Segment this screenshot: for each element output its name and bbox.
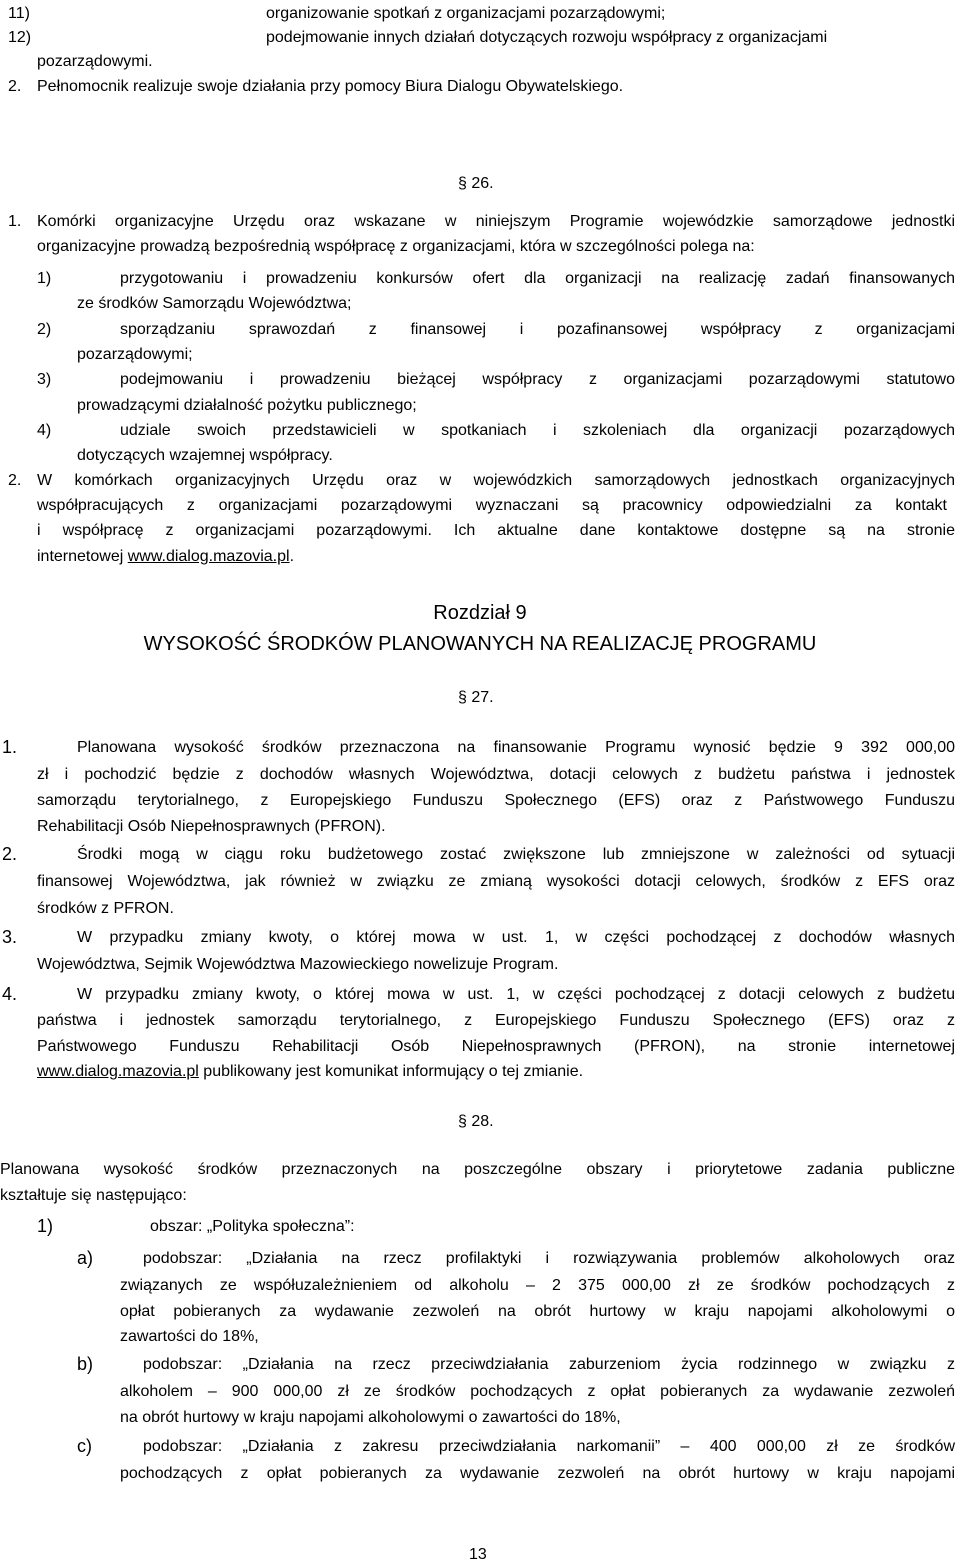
p28-area-number: 1) [37,1216,54,1236]
p27-point-1-line: samorządu terytorialnego, z Europejskiego Funduszu Społecznego (EFS) oraz z Państwowego Funduszu [37,792,955,809]
p26-item-4-line: dotyczących wzajemnej współpracy. [77,447,333,464]
item-11-text: organizowanie spotkań z organizacjami pozarządowymi; [266,5,666,22]
point-2-text: Pełnomocnik realizuje swoje działania przy pomocy Biura Dialogu Obywatelskiego. [37,78,624,95]
chapter-title: Rozdział 9 [433,602,527,624]
paragraph-27-heading [458,690,494,706]
section-symbol: § [458,1113,467,1130]
p28-subitem-b-line: na obrót hurtowy w kraju napojami alkoholowymi o zawartości do 18%, [120,1409,621,1426]
p26-item-4-number: 4) [37,422,52,439]
p27-point-2-line: Środki mogą w ciągu roku budżetowego zostać zwiększone lub zmniejszone w zależności od sytuacji [77,846,955,863]
p26-item-1-number: 1) [37,270,52,287]
p26-point-1-number: 1. [8,213,22,230]
p27-point-2-line: finansowej Województwa, jak również w związku ze zmianą wysokości dotacji celowych, środków z EFS oraz [37,873,955,890]
p28-subitem-c-line: podobszar: „Działania z zakresu przeciwdziałania narkomanii” – 400 000,00 zł ze środków [143,1438,955,1455]
item-12-continuation: pozarządowymi. [37,53,153,70]
p27-point-4-last-line [37,1064,583,1080]
p27-point-4-line: W przypadku zmiany kwoty, o której mowa w ust. 1, w części pochodzącej z dotacji celowych z budżetu [77,986,955,1003]
p27-point-4-line: państwa i jednostek samorządu terytorialnego, z Europejskiego Funduszu Społecznego (EFS) oraz z [37,1012,955,1029]
p27-point-4-number: 4. [2,984,18,1004]
p26-item-1-line: przygotowaniu i prowadzeniu konkursów ofert dla organizacji na realizację zadań finansowanych [120,270,955,287]
p26-point-2-number: 2. [8,472,22,489]
p28-subitem-c-line: pochodzących z opłat pobieranych za wydawanie zezwoleń na obrót hurtowy w kraju napojami [120,1465,955,1482]
text: internetowej [37,548,128,565]
p27-point-1-line: Rehabilitacji Osób Niepełnosprawnych (PFRON). [37,818,386,835]
dialog-website-link[interactable]: www.dialog.mazovia.pl [127,548,290,565]
chapter-subtitle: WYSOKOŚĆ ŚRODKÓW PLANOWANYCH NA REALIZACJĘ PROGRAMU [143,633,817,655]
p26-item-2-number: 2) [37,321,52,338]
p28-subitem-b-line: alkoholem – 900 000,00 zł ze środków pochodzących z opłat pobieranych za wydawanie zezwoleń [120,1383,955,1400]
p28-intro-line: Planowana wysokość środków przeznaczonych na poszczególne obszary i priorytetowe zadania publiczne [0,1161,955,1178]
point-2-number: 2. [8,78,22,95]
section-symbol: § [458,689,467,706]
p26-point-2-last-line [37,549,294,565]
p27-point-3-number: 3. [2,927,18,947]
paragraph-number: 26. [471,175,494,192]
p28-subitem-a-line: zawartości do 18%, [120,1328,259,1345]
p27-point-1-number: 1. [2,737,18,757]
p26-item-3-line: podejmowaniu i prowadzeniu bieżącej współpracy z organizacjami pozarządowymi statutowo [120,371,955,388]
item-11-number: 11) [8,5,30,22]
item-12-text: podejmowanie innych działań dotyczących rozwoju współpracy z organizacjami [266,29,828,46]
p26-item-3-number: 3) [37,371,52,388]
p28-subitem-b-letter: b) [77,1354,94,1374]
p26-point-1-line: Komórki organizacyjne Urzędu oraz wskazane w niniejszym Programie wojewódzkie samorządowe jednostki [37,213,955,230]
p26-point-2-line: W komórkach organizacyjnych Urzędu oraz w wojewódzkich samorządowych jednostkach organizacyjnych [37,472,955,489]
p26-item-2-line: sporządzaniu sprawozdań z finansowej i pozafinansowej współpracy z organizacjami [120,321,955,338]
text: . [289,548,295,565]
p28-area-text: obszar: „Polityka społeczna”: [150,1218,355,1235]
p27-point-2-number: 2. [2,844,18,864]
paragraph-26-heading [458,176,494,192]
p28-intro-line: kształtuje się następująco: [0,1187,187,1204]
p26-item-3-line: prowadzącymi działalność pożytku publicznego; [77,397,417,414]
page-number: 13 [469,1546,487,1563]
text: publikowany jest komunikat informujący o tej zmianie. [198,1063,584,1080]
p28-subitem-a-line: związanych ze współuzależnieniem od alkoholu – 2 375 000,00 zł ze środków pochodzących z [120,1277,955,1294]
paragraph-number: 27. [471,689,494,706]
p26-point-2-line: i współpracę z organizacjami pozarządowymi. Ich aktualne dane kontaktowe dostępne są na stronie [37,522,955,539]
paragraph-number: 28. [471,1113,494,1130]
p28-subitem-a-letter: a) [77,1248,94,1268]
p26-point-1-line: organizacyjne prowadzą bezpośrednią współpracę z organizacjami, która w szczególności polega na: [37,238,755,255]
p26-point-2-line: współpracujących z organizacjami pozarządowymi wyznaczani są pracownicy odpowiedzialni za kontakt [37,497,947,514]
p27-point-3-line: W przypadku zmiany kwoty, o której mowa w ust. 1, w części pochodzącej z dochodów własnych [77,929,955,946]
p28-subitem-c-letter: c) [77,1436,92,1456]
p27-point-2-line: środków z PFRON. [37,900,174,917]
p28-subitem-b-line: podobszar: „Działania na rzecz przeciwdziałania zaburzeniom życia rodzinnego w związku z [143,1356,955,1373]
p26-item-1-line: ze środków Samorządu Województwa; [77,295,352,312]
dialog-website-link[interactable]: www.dialog.mazovia.pl [37,1063,199,1080]
p27-point-4-line: Państwowego Funduszu Rehabilitacji Osób Niepełnosprawnych (PFRON), na stronie internetowej [37,1038,955,1055]
p28-subitem-a-line: podobszar: „Działania na rzecz profilaktyki i rozwiązywania problemów alkoholowych oraz [143,1250,955,1267]
paragraph-28-heading [458,1114,494,1130]
p28-subitem-a-line: opłat pobieranych za wydawanie zezwoleń na obrót hurtowy w kraju napojami alkoholowymi o [120,1303,955,1320]
p27-point-3-line: Województwa, Sejmik Województwa Mazowieckiego nowelizuje Program. [37,956,559,973]
p26-item-2-line: pozarządowymi; [77,346,193,363]
item-12-number: 12) [8,29,32,46]
p27-point-1-line: Planowana wysokość środków przeznaczona na finansowanie Programu wynosić będzie 9 392 000,00 [77,739,955,756]
p26-item-4-line: udziale swoich przedstawicieli w spotkaniach i szkoleniach dla organizacji pozarządowych [120,422,955,439]
section-symbol: § [458,175,467,192]
p27-point-1-line: zł i pochodzić będzie z dochodów własnych Województwa, dotacji celowych z budżetu państwa i jednostek [37,766,955,783]
